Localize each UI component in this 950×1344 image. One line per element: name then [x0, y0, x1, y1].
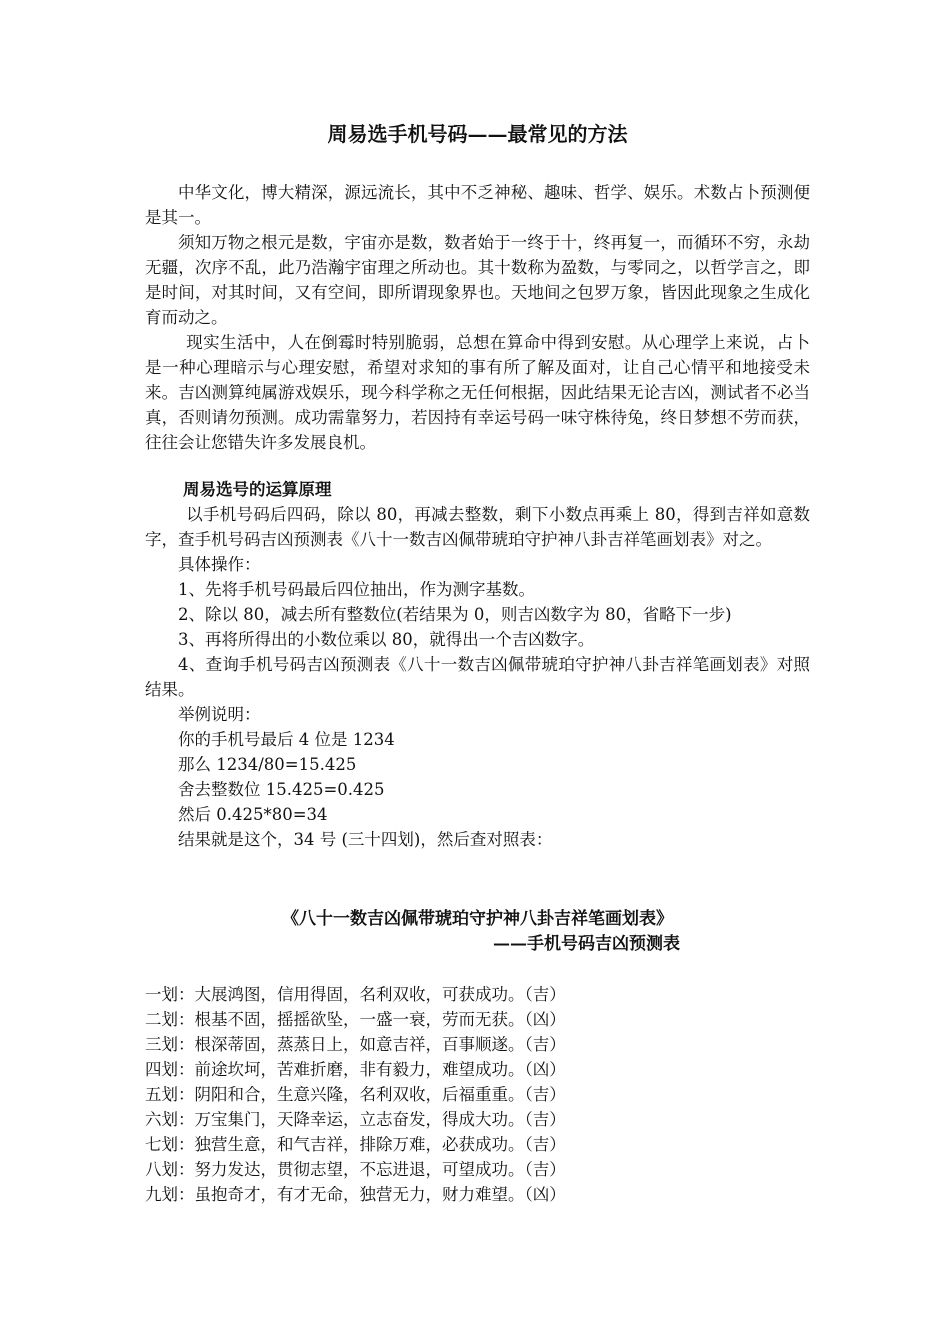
intro-paragraph-2: 须知万物之根元是数，宇宙亦是数，数者始于一终于十，终再复一，而循环不穷，永劫无疆，次序不乱，此乃浩瀚宇宙理之所动也。其十数称为盈数，与零同之，以哲学言之，即是时间，对其时间，又有空间，即所谓现象界也。天地间之包罗万象，皆因此现象之生成化育而动之。 [145, 233, 810, 327]
list-item: 二划：根基不固，摇摇欲坠，一盛一衰，劳而无获。（凶） [145, 1010, 566, 1029]
step-1: 1、先将手机号码最后四位抽出，作为测字基数。 [178, 580, 535, 599]
table-subtitle: ——手机号码吉凶预测表 [493, 934, 680, 954]
intro-paragraph-3: 现实生活中，人在倒霉时特别脆弱，总想在算命中得到安慰。从心理学上来说，占卜是一种心理暗示与心理安慰，希望对求知的事有所了解及面对，让自己心情平和地接受未来。吉凶测算纯属游戏娱乐，现今科学称之无任何根据，因此结果无论吉凶，测试者不必当真，否则请勿预测。成功需靠努力，若因持有幸运号码一味守株待兔，终日梦想不劳而获，往往会让您错失许多发展良机。 [145, 333, 810, 452]
step-2: 2、除以 80，减去所有整数位(若结果为 0，则吉凶数字为 80，省略下一步) [178, 605, 732, 624]
entry-list [145, 982, 810, 1207]
spacer [145, 455, 810, 477]
list-item: 六划：万宝集门，天降幸运，立志奋发，得成大功。（吉） [145, 1110, 566, 1129]
table-title: 《八十一数吉凶佩带琥珀守护神八卦吉祥笔画划表》 [282, 909, 673, 929]
list-item: 五划：阴阳和合，生意兴隆，名利双收，后福重重。（吉） [145, 1085, 566, 1104]
example-line-2: 那么 1234/80=15.425 [178, 755, 357, 774]
page-title: 周易选手机号码——最常见的方法 [327, 122, 628, 146]
document-page [145, 118, 810, 1207]
example-label: 举例说明： [178, 705, 261, 724]
example-line-5: 结果就是这个，34 号 (三十四划)，然后查对照表： [178, 830, 553, 849]
list-item: 七划：独营生意，和气吉祥，排除万难，必获成功。（吉） [145, 1135, 566, 1154]
example-line-1: 你的手机号最后 4 位是 1234 [178, 730, 395, 749]
list-item: 九划：虽抱奇才，有才无命，独营无力，财力难望。（凶） [145, 1185, 566, 1204]
steps-label: 具体操作： [178, 555, 261, 574]
list-item: 三划：根深蒂固，蒸蒸日上，如意吉祥，百事顺遂。（吉） [145, 1035, 566, 1054]
list-item: 四划：前途坎坷，苦难折磨，非有毅力，难望成功。（凶） [145, 1060, 566, 1079]
step-4: 4、查询手机号码吉凶预测表《八十一数吉凶佩带琥珀守护神八卦吉祥笔画划表》对照结果。 [145, 655, 810, 699]
example-line-4: 然后 0.425*80=34 [178, 805, 328, 824]
list-item: 一划：大展鸿图，信用得固，名利双收，可获成功。（吉） [145, 985, 566, 1004]
principle-body: 以手机号码后四码，除以 80，再减去整数，剩下小数点再乘上 80，得到吉祥如意数字，查手机号码吉凶预测表《八十一数吉凶佩带琥珀守护神八卦吉祥笔画划表》对之。 [145, 505, 810, 549]
intro-paragraph-1: 中华文化，博大精深，源远流长，其中不乏神秘、趣味、哲学、娱乐。术数占卜预测便是其一。 [145, 183, 810, 227]
example-line-3: 舍去整数位 15.425=0.425 [178, 780, 385, 799]
list-item: 八划：努力发达，贯彻志望，不忘进退，可望成功。（吉） [145, 1160, 566, 1179]
step-3: 3、再将所得出的小数位乘以 80，就得出一个吉凶数字。 [178, 630, 595, 649]
principle-heading: 周易选号的运算原理 [182, 480, 332, 499]
